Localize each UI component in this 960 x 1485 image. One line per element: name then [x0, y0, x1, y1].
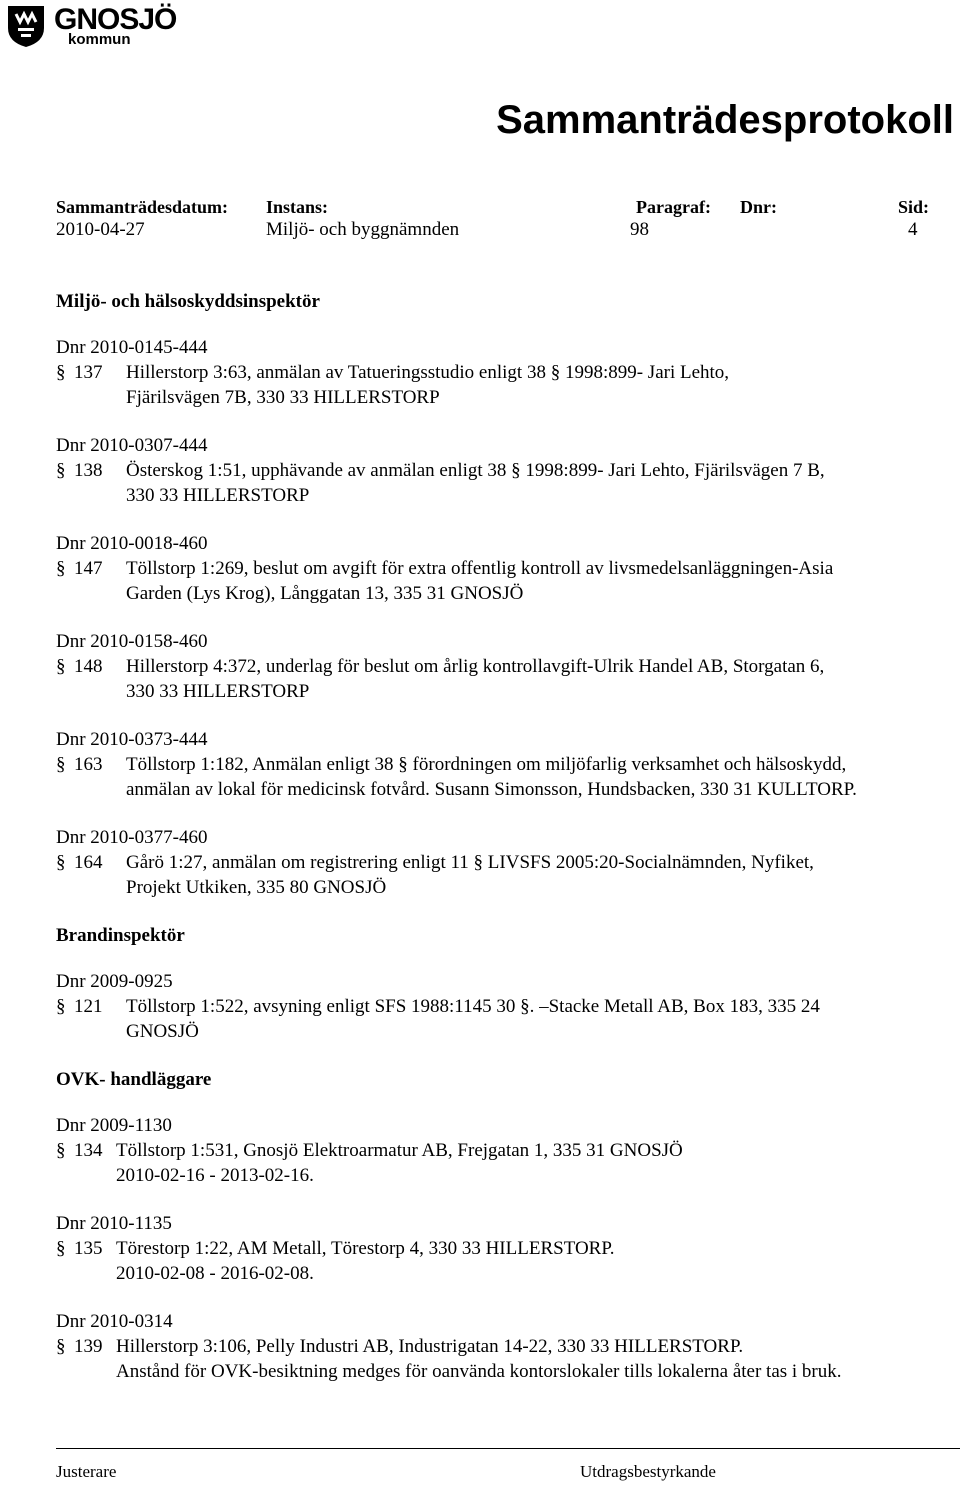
case-row [56, 360, 956, 410]
case-description-line: 2010-02-16 - 2013-02-16. [116, 1165, 314, 1186]
case-entry [56, 1212, 956, 1286]
justerare-label: Justerare [56, 1462, 117, 1481]
case-description-line: Törestorp 1:22, AM Metall, Törestorp 4, 330 33 HILLERSTORP. [116, 1238, 615, 1259]
case-description [126, 850, 956, 900]
case-dnr: Dnr 2010-0307-444 [56, 435, 208, 456]
paragraph-number: 163 [74, 754, 103, 775]
coat-of-arms-icon [4, 4, 48, 48]
instans-label: Instans: [266, 197, 329, 217]
case-entry [56, 728, 956, 802]
signature-footer [56, 1448, 960, 1485]
case-description-line: Projekt Utkiken, 335 80 GNOSJÖ [126, 877, 387, 898]
paragraph-sign-icon: § [56, 558, 66, 579]
case-row [56, 458, 956, 508]
paragraph-number: 139 [74, 1336, 103, 1357]
case-row [56, 654, 956, 704]
case-description-line: Gårö 1:27, anmälan om registrering enligt 11 § LIVSFS 2005:20-Socialnämnden, Nyfiket, [126, 852, 814, 873]
sid-value: 4 [908, 219, 918, 240]
case-dnr: Dnr 2010-0373-444 [56, 729, 208, 750]
paragraph-number: 138 [74, 460, 103, 481]
case-description-line: 2010-02-08 - 2016-02-08. [116, 1263, 314, 1284]
paragraf-label: Paragraf: [636, 197, 711, 217]
case-entry [56, 826, 956, 900]
paragraf-value: 98 [630, 219, 649, 240]
paragraph-number: 135 [74, 1238, 103, 1259]
case-entry [56, 1114, 956, 1188]
footer-divider [56, 1448, 960, 1449]
dnr-label: Dnr: [740, 197, 777, 217]
case-description [116, 1334, 956, 1384]
paragraph-sign-icon: § [56, 362, 66, 383]
paragraph-number: 137 [74, 362, 103, 383]
case-entry [56, 532, 956, 606]
case-description-line: Töllstorp 1:182, Anmälan enligt 38 § förordningen om miljöfarlig verksamhet och hälsoskydd, [126, 754, 847, 775]
case-dnr: Dnr 2009-0925 [56, 971, 173, 992]
case-row [56, 556, 956, 606]
case-description-line: Töllstorp 1:522, avsyning enligt SFS 1988:1145 30 §. –Stacke Metall AB, Box 183, 335 24 [126, 996, 820, 1017]
case-row [56, 994, 956, 1044]
case-description-line: Töllstorp 1:269, beslut om avgift för extra offentlig kontroll av livsmedelsanläggningen-Asia [126, 558, 834, 579]
section-heading: Brandinspektör [56, 925, 185, 946]
case-row [56, 1138, 956, 1188]
logo-subtitle: kommun [68, 31, 131, 48]
case-row [56, 752, 956, 802]
protocol-content [56, 290, 956, 1408]
paragraph-sign-icon: § [56, 1238, 66, 1259]
date-label: Sammanträdesdatum: [56, 197, 229, 217]
section-heading: Miljö- och hälsoskyddsinspektör [56, 291, 320, 312]
case-dnr: Dnr 2010-0158-460 [56, 631, 208, 652]
sid-label: Sid: [898, 197, 930, 217]
section-heading: OVK- handläggare [56, 1069, 212, 1090]
case-description-line: Fjärilsvägen 7B, 330 33 HILLERSTORP [126, 387, 440, 408]
case-description [126, 556, 956, 606]
case-description-line: Hillerstorp 4:372, underlag för beslut om årlig kontrollavgift-Ulrik Handel AB, Storgatan 6, [126, 656, 825, 677]
case-row [56, 850, 956, 900]
case-row [56, 1334, 956, 1384]
paragraph-sign-icon: § [56, 460, 66, 481]
paragraph-number: 134 [74, 1140, 103, 1161]
case-entry [56, 336, 956, 410]
paragraph-sign-icon: § [56, 996, 66, 1017]
case-entry [56, 1310, 956, 1384]
case-description-line: Garden (Lys Krog), Långgatan 13, 335 31 GNOSJÖ [126, 583, 524, 604]
case-entry [56, 434, 956, 508]
case-description [126, 994, 956, 1044]
case-description-line: GNOSJÖ [126, 1021, 199, 1042]
case-dnr: Dnr 2010-0018-460 [56, 533, 208, 554]
case-description [126, 654, 956, 704]
paragraph-sign-icon: § [56, 1140, 66, 1161]
case-description-line: 330 33 HILLERSTORP [126, 681, 310, 702]
paragraph-number: 164 [74, 852, 103, 873]
case-description-line: Anstånd för OVK-besiktning medges för oanvända kontorslokaler tills lokalerna åter tas i bruk. [116, 1361, 842, 1382]
paragraph-sign-icon: § [56, 1336, 66, 1357]
paragraph-number: 147 [74, 558, 103, 579]
meeting-date: 2010-04-27 [56, 219, 145, 240]
case-entry [56, 970, 956, 1044]
gnosjo-logo [4, 3, 177, 48]
case-description [116, 1138, 956, 1188]
case-dnr: Dnr 2010-0145-444 [56, 337, 208, 358]
case-description-line: Töllstorp 1:531, Gnosjö Elektroarmatur AB, Frejgatan 1, 335 31 GNOSJÖ [116, 1140, 683, 1161]
case-dnr: Dnr 2009-1130 [56, 1115, 172, 1136]
case-dnr: Dnr 2010-1135 [56, 1213, 172, 1234]
case-description-line: Hillerstorp 3:63, anmälan av Tatueringsstudio enligt 38 § 1998:899- Jari Lehto, [126, 362, 730, 383]
case-dnr: Dnr 2010-0314 [56, 1311, 173, 1332]
case-description-line: Österskog 1:51, upphävande av anmälan enligt 38 § 1998:899- Jari Lehto, Fjärilsvägen 7 B, [126, 460, 825, 481]
case-entry [56, 630, 956, 704]
case-description-line: anmälan av lokal för medicinsk fotvård. Susann Simonsson, Hundsbacken, 330 31 KULLTORP. [126, 779, 857, 800]
case-description [126, 360, 956, 410]
logo-wordmark: GNOSJÖ [54, 3, 177, 36]
paragraph-number: 148 [74, 656, 103, 677]
utdragsbestyrkande-label: Utdragsbestyrkande [580, 1462, 716, 1481]
paragraph-number: 121 [74, 996, 103, 1017]
case-description-line: Hillerstorp 3:106, Pelly Industri AB, Industrigatan 14-22, 330 33 HILLERSTORP. [116, 1336, 744, 1357]
case-description [116, 1236, 956, 1286]
instans-value: Miljö- och byggnämnden [266, 219, 460, 240]
case-description [126, 458, 956, 508]
case-description [126, 752, 956, 802]
paragraph-sign-icon: § [56, 852, 66, 873]
paragraph-sign-icon: § [56, 656, 66, 677]
paragraph-sign-icon: § [56, 754, 66, 775]
case-dnr: Dnr 2010-0377-460 [56, 827, 208, 848]
case-description-line: 330 33 HILLERSTORP [126, 485, 310, 506]
page-title: Sammanträdesprotokoll [496, 98, 954, 142]
case-row [56, 1236, 956, 1286]
